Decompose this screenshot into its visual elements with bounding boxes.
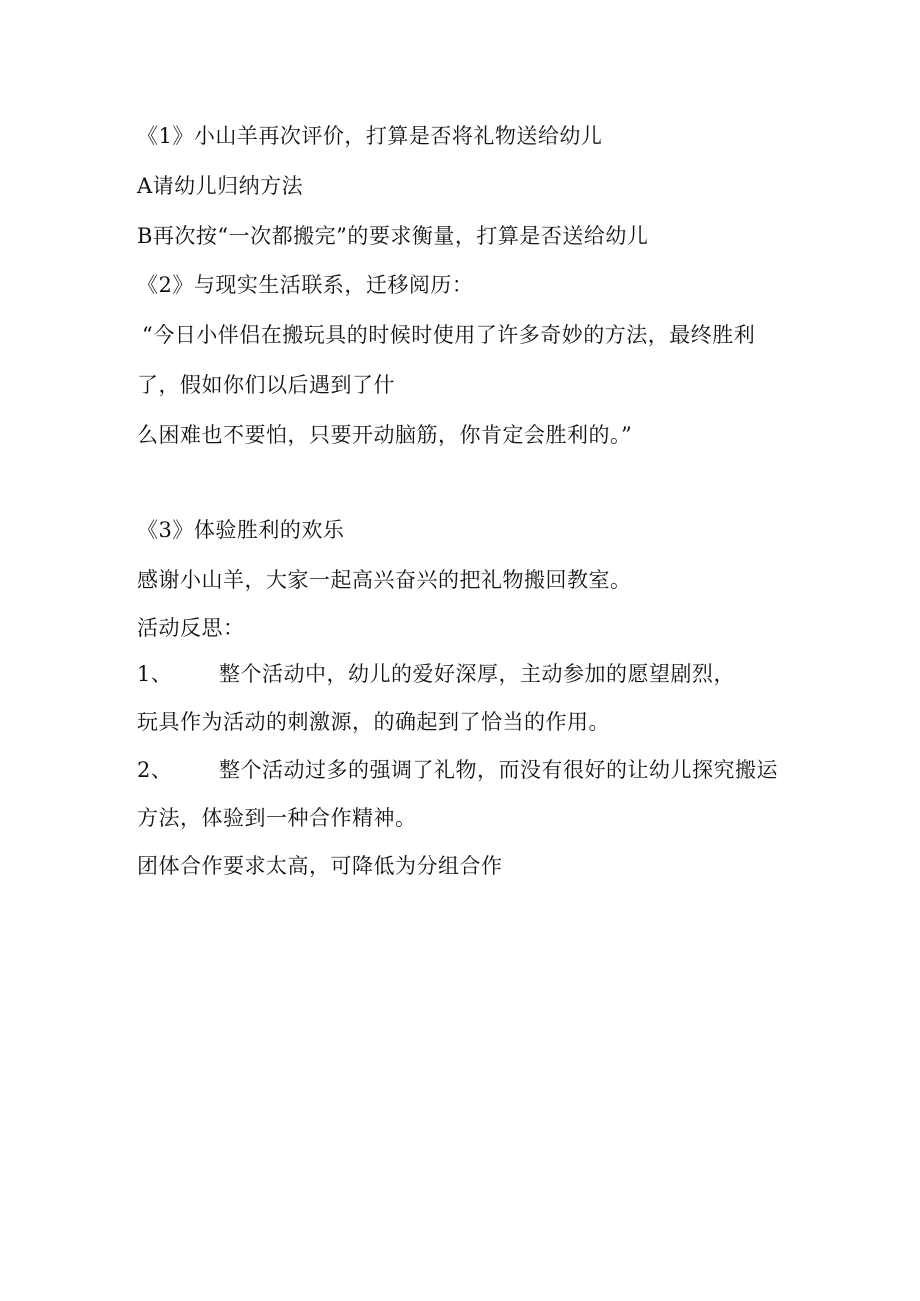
paragraph-line: B再次按“一次都搬完”的要求衡量，打算是否送给幼儿 bbox=[137, 224, 649, 248]
paragraph-line: 团体合作要求太高，可降低为分组合作 bbox=[137, 854, 503, 878]
quote-line: 了，假如你们以后遇到了什 bbox=[137, 373, 395, 397]
list-item-number: 1、 bbox=[137, 662, 173, 686]
quote-line: “今日小伴侣在搬玩具的时候时使用了许多奇妙的方法，最终胜利 bbox=[142, 323, 756, 347]
list-item bbox=[137, 660, 735, 688]
section-heading-1: 《1》小山羊再次评价，打算是否将礼物送给幼儿 bbox=[137, 124, 603, 148]
paragraph-line: 方法，体验到一种合作精神。 bbox=[137, 806, 417, 830]
section-heading-2: 《2》与现实生活联系，迁移阅历： bbox=[137, 273, 474, 297]
paragraph-line: 感谢小山羊，大家一起高兴奋兴的把礼物搬回教室。 bbox=[137, 568, 632, 592]
list-item bbox=[137, 756, 778, 784]
reflection-heading: 活动反思： bbox=[137, 616, 245, 640]
list-item-text: 整个活动过多的强调了礼物，而没有很好的让幼儿探究搬运 bbox=[219, 758, 778, 782]
paragraph-line: 玩具作为活动的刺激源，的确起到了恰当的作用。 bbox=[137, 710, 610, 734]
paragraph-line: A请幼儿归纳方法 bbox=[137, 174, 304, 198]
list-item-text: 整个活动中，幼儿的爱好深厚，主动参加的愿望剧烈， bbox=[219, 662, 735, 686]
list-item-number: 2、 bbox=[137, 758, 173, 782]
quote-line: 么困难也不要怕，只要开动脑筋，你肯定会胜利的。” bbox=[137, 423, 633, 447]
section-heading-3: 《3》体验胜利的欢乐 bbox=[137, 518, 345, 542]
